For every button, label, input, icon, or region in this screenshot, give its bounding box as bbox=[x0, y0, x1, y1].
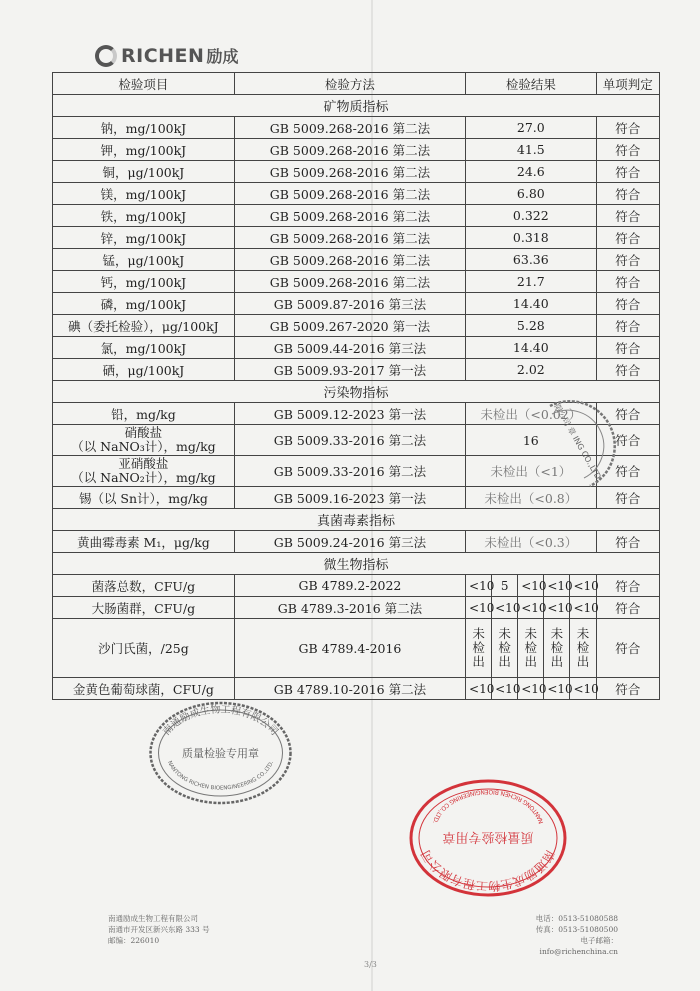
sample-result-cell: 未 检 出 bbox=[466, 619, 492, 678]
item-cell: 铁，mg/100kJ bbox=[53, 205, 235, 227]
verdict-cell: 符合 bbox=[596, 139, 659, 161]
method-cell: GB 5009.268-2016 第二法 bbox=[234, 161, 465, 183]
method-cell: GB 5009.268-2016 第二法 bbox=[234, 139, 465, 161]
quality-seal-right bbox=[408, 778, 568, 898]
method-cell: GB 4789.3-2016 第二法 bbox=[234, 597, 465, 619]
verdict-cell: 符合 bbox=[596, 227, 659, 249]
method-cell: GB 5009.268-2016 第二法 bbox=[234, 271, 465, 293]
footer-fax: 传真：0513-51080500 bbox=[535, 925, 618, 934]
method-cell: GB 5009.268-2016 第二法 bbox=[234, 183, 465, 205]
sample-result-cell: <10 bbox=[492, 678, 518, 700]
table-header-row bbox=[53, 73, 660, 95]
table-row bbox=[53, 183, 660, 205]
table-row bbox=[53, 293, 660, 315]
sample-result-cell: <10 bbox=[466, 575, 492, 597]
right-seal-center-text: 质量检验专用章 bbox=[442, 829, 534, 844]
sample-result-cell: 未 检 出 bbox=[492, 619, 518, 678]
right-seal-top-text: NANTONG RICHEN BIOENGINEERING CO.,LTD. bbox=[430, 787, 546, 825]
table-row bbox=[53, 359, 660, 381]
sample-result-cell: <10 bbox=[544, 575, 570, 597]
verdict-cell: 符合 bbox=[596, 403, 659, 425]
verdict-cell: 符合 bbox=[596, 487, 659, 509]
result-cell: 14.40 bbox=[466, 293, 597, 315]
verdict-cell: 符合 bbox=[596, 359, 659, 381]
svg-text:南通励成生物工程有限公司 bbox=[419, 847, 559, 894]
verdict-cell: 符合 bbox=[596, 183, 659, 205]
verdict-cell: 符合 bbox=[596, 315, 659, 337]
item-cell: 硒，μg/100kJ bbox=[53, 359, 235, 381]
method-cell: GB 5009.268-2016 第二法 bbox=[234, 205, 465, 227]
verdict-cell: 符合 bbox=[596, 575, 659, 597]
verdict-cell: 符合 bbox=[596, 678, 659, 700]
result-cell: 27.0 bbox=[466, 117, 597, 139]
footer-company-info bbox=[108, 913, 210, 946]
method-cell: GB 5009.87-2016 第三法 bbox=[234, 293, 465, 315]
footer-contact-info bbox=[508, 913, 618, 957]
section-title: 真菌毒素指标 bbox=[53, 509, 660, 531]
section-title: 污染物指标 bbox=[53, 381, 660, 403]
sample-result-cell: <10 bbox=[544, 597, 570, 619]
verdict-cell: 符合 bbox=[596, 293, 659, 315]
verdict-cell: 符合 bbox=[596, 205, 659, 227]
result-cell: 21.7 bbox=[466, 271, 597, 293]
svg-text:南通励成生物工程有限公司 bbox=[160, 703, 281, 738]
item-cell: 钙，mg/100kJ bbox=[53, 271, 235, 293]
logo-cn-text: 励成 bbox=[206, 47, 239, 66]
verdict-cell: 符合 bbox=[596, 161, 659, 183]
sample-result-cell: <10 bbox=[492, 597, 518, 619]
result-cell: 未检出（<0.3） bbox=[466, 531, 597, 553]
verdict-cell: 符合 bbox=[596, 597, 659, 619]
item-cell: 金黄色葡萄球菌，CFU/g bbox=[53, 678, 235, 700]
item-cell: 黄曲霉毒素 M₁，μg/kg bbox=[53, 531, 235, 553]
item-cell: 硝酸盐 （以 NaNO₃计），mg/kg bbox=[53, 425, 235, 456]
result-cell: 未检出（<0.02） bbox=[466, 403, 597, 425]
table-row bbox=[53, 139, 660, 161]
table-row bbox=[53, 487, 660, 509]
method-cell: GB 4789.2-2022 bbox=[234, 575, 465, 597]
method-cell: GB 5009.44-2016 第三法 bbox=[234, 337, 465, 359]
result-cell: 未检出（<0.8） bbox=[466, 487, 597, 509]
logo-text: RICHEN bbox=[121, 44, 205, 67]
result-cell: 2.02 bbox=[466, 359, 597, 381]
item-cell: 钾，mg/100kJ bbox=[53, 139, 235, 161]
verdict-cell: 符合 bbox=[596, 425, 659, 456]
method-cell: GB 4789.10-2016 第二法 bbox=[234, 678, 465, 700]
header-method: 检验方法 bbox=[234, 73, 465, 95]
table-row bbox=[53, 315, 660, 337]
sample-result-cell: <10 bbox=[544, 678, 570, 700]
item-cell: 铅，mg/kg bbox=[53, 403, 235, 425]
table-row bbox=[53, 249, 660, 271]
result-cell: 24.6 bbox=[466, 161, 597, 183]
verdict-cell: 符合 bbox=[596, 337, 659, 359]
result-cell: 41.5 bbox=[466, 139, 597, 161]
table-row bbox=[53, 619, 660, 678]
method-cell: GB 5009.268-2016 第二法 bbox=[234, 117, 465, 139]
verdict-cell: 符合 bbox=[596, 619, 659, 678]
sample-result-cell: <10 bbox=[518, 678, 544, 700]
inspection-table bbox=[52, 72, 660, 700]
footer-postcode: 邮编：226010 bbox=[108, 936, 160, 945]
section-row bbox=[53, 95, 660, 117]
partial-seal-text: 限公司 章 ING CO.,LTD. bbox=[552, 402, 605, 484]
footer-address: 南通市开发区新兴东路 333 号 bbox=[108, 925, 210, 934]
sample-result-cell: 5 bbox=[492, 575, 518, 597]
footer-email: 电子邮箱：info@richenchina.cn bbox=[539, 936, 618, 956]
table-row bbox=[53, 575, 660, 597]
result-cell: 16 bbox=[466, 425, 597, 456]
section-title: 微生物指标 bbox=[53, 553, 660, 575]
logo-mark-icon bbox=[95, 45, 117, 67]
method-cell: GB 5009.267-2020 第一法 bbox=[234, 315, 465, 337]
table-row bbox=[53, 337, 660, 359]
method-cell: GB 5009.16-2023 第一法 bbox=[234, 487, 465, 509]
footer-tel: 电话：0513-51080588 bbox=[535, 914, 618, 923]
result-cell: 0.318 bbox=[466, 227, 597, 249]
sample-result-cell: <10 bbox=[466, 597, 492, 619]
quality-seal-left bbox=[148, 700, 293, 806]
item-cell: 锌，mg/100kJ bbox=[53, 227, 235, 249]
verdict-cell: 符合 bbox=[596, 271, 659, 293]
method-cell: GB 5009.33-2016 第二法 bbox=[234, 456, 465, 487]
header-verdict: 单项判定 bbox=[596, 73, 659, 95]
item-cell: 钠，mg/100kJ bbox=[53, 117, 235, 139]
section-title: 矿物质指标 bbox=[53, 95, 660, 117]
result-cell: 6.80 bbox=[466, 183, 597, 205]
section-row bbox=[53, 553, 660, 575]
header-item: 检验项目 bbox=[53, 73, 235, 95]
result-cell: 14.40 bbox=[466, 337, 597, 359]
item-cell: 铜，μg/100kJ bbox=[53, 161, 235, 183]
table-row bbox=[53, 227, 660, 249]
item-cell: 沙门氏菌，/25g bbox=[53, 619, 235, 678]
item-cell: 氯，mg/100kJ bbox=[53, 337, 235, 359]
svg-text:NANTONG RICHEN BIOENGINEERING bbox=[431, 788, 545, 825]
method-cell: GB 5009.33-2016 第二法 bbox=[234, 425, 465, 456]
item-cell: 镁，mg/100kJ bbox=[53, 183, 235, 205]
verdict-cell: 符合 bbox=[596, 456, 659, 487]
table-row bbox=[53, 531, 660, 553]
header-result: 检验结果 bbox=[466, 73, 597, 95]
verdict-cell: 符合 bbox=[596, 117, 659, 139]
sample-result-cell: <10 bbox=[518, 597, 544, 619]
result-cell: 0.322 bbox=[466, 205, 597, 227]
sample-result-cell: <10 bbox=[518, 575, 544, 597]
item-cell: 磷，mg/100kJ bbox=[53, 293, 235, 315]
table-row bbox=[53, 678, 660, 700]
item-cell: 亚硝酸盐 （以 NaNO₂计），mg/kg bbox=[53, 456, 235, 487]
table-row bbox=[53, 597, 660, 619]
footer-company: 南通励成生物工程有限公司 bbox=[108, 914, 198, 923]
table-row bbox=[53, 161, 660, 183]
company-logo bbox=[95, 44, 238, 67]
result-cell: 63.36 bbox=[466, 249, 597, 271]
verdict-cell: 符合 bbox=[596, 531, 659, 553]
method-cell: GB 5009.268-2016 第二法 bbox=[234, 227, 465, 249]
page-number: 3/3 bbox=[364, 960, 377, 969]
sample-result-cell: 未 检 出 bbox=[518, 619, 544, 678]
item-cell: 锰，μg/100kJ bbox=[53, 249, 235, 271]
sample-result-cell: 未 检 出 bbox=[544, 619, 570, 678]
sample-result-cell: <10 bbox=[570, 678, 596, 700]
sample-result-cell: <10 bbox=[466, 678, 492, 700]
result-cell: 5.28 bbox=[466, 315, 597, 337]
item-cell: 大肠菌群，CFU/g bbox=[53, 597, 235, 619]
table-row bbox=[53, 205, 660, 227]
item-cell: 锡（以 Sn计），mg/kg bbox=[53, 487, 235, 509]
method-cell: GB 5009.12-2023 第一法 bbox=[234, 403, 465, 425]
sample-result-cell: 未 检 出 bbox=[570, 619, 596, 678]
left-seal-center-text: 质量检验专用章 bbox=[182, 747, 259, 760]
section-row bbox=[53, 509, 660, 531]
method-cell: GB 5009.268-2016 第二法 bbox=[234, 249, 465, 271]
left-seal-ring-text: 南通励成生物工程有限公司 bbox=[161, 704, 280, 738]
method-cell: GB 4789.4-2016 bbox=[234, 619, 465, 678]
item-cell: 碘（委托检验），μg/100kJ bbox=[53, 315, 235, 337]
verdict-cell: 符合 bbox=[596, 249, 659, 271]
table-row bbox=[53, 271, 660, 293]
left-seal-bottom-text: NANTONG RICHEN BIOENGINEERING CO.,LTD. bbox=[166, 760, 275, 792]
item-cell: 菌落总数，CFU/g bbox=[53, 575, 235, 597]
sample-result-cell: <10 bbox=[570, 575, 596, 597]
partial-seal bbox=[530, 398, 620, 488]
result-cell: 未检出（<1） bbox=[466, 456, 597, 487]
method-cell: GB 5009.93-2017 第一法 bbox=[234, 359, 465, 381]
sample-result-cell: <10 bbox=[570, 597, 596, 619]
table-row bbox=[53, 117, 660, 139]
method-cell: GB 5009.24-2016 第三法 bbox=[234, 531, 465, 553]
right-seal-ring-text: 南通励成生物工程有限公司 bbox=[418, 847, 558, 894]
